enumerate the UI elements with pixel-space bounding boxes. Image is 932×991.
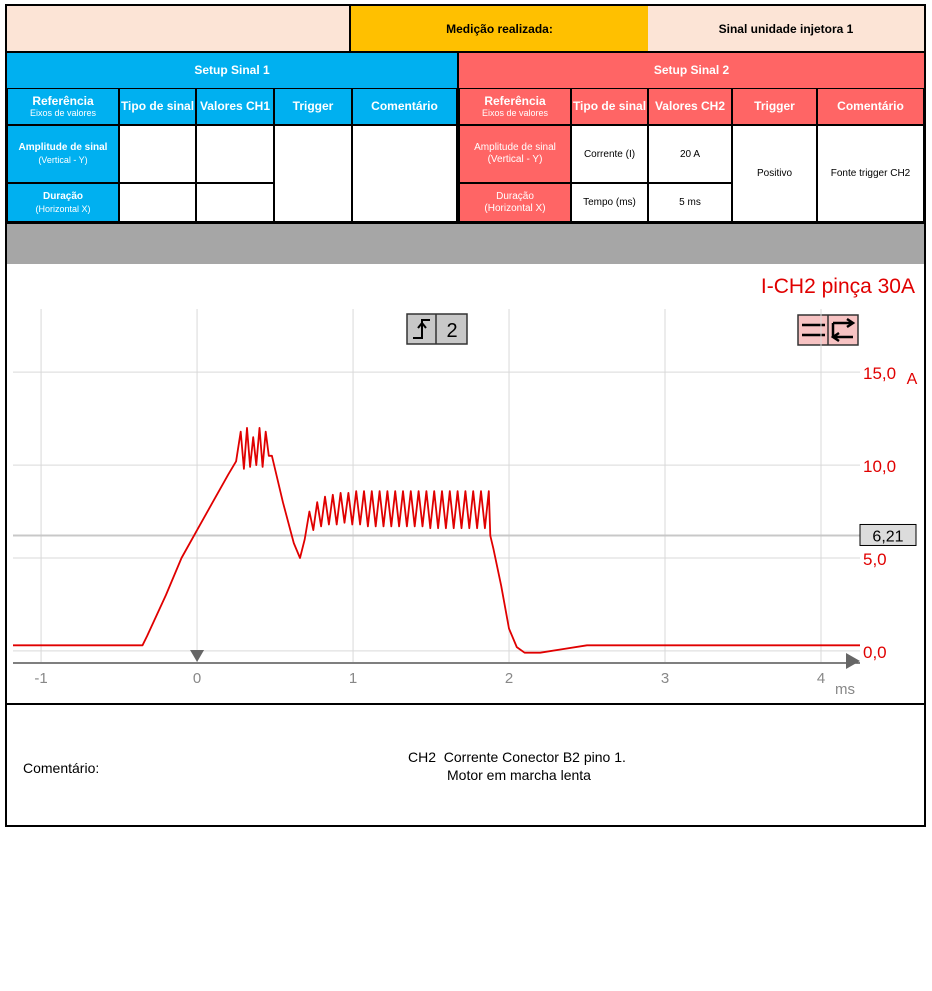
scope-toolbar-strip xyxy=(7,224,924,264)
setup2-dur-type: Tempo (ms) xyxy=(571,183,648,222)
cursor-value: 6,21 xyxy=(872,528,904,546)
setup1-dur-value xyxy=(196,183,274,222)
setup2-amp-type: Corrente (I) xyxy=(571,125,648,183)
setup2-ref-header xyxy=(459,88,571,125)
setup2-type-header: Tipo de sinal xyxy=(571,88,648,125)
trigger-channel-number: 2 xyxy=(446,320,458,342)
setup1-amp-sub: (Vertical - Y) xyxy=(38,155,88,165)
setup1-dur-sub: (Horizontal X) xyxy=(35,203,91,214)
setup2-values-header: Valores CH2 xyxy=(648,88,732,125)
setup-tables xyxy=(5,53,926,224)
setup2-amp-value: 20 A xyxy=(648,125,732,183)
setup2-comment-header: Comentário xyxy=(817,88,924,125)
setup2-amp-label xyxy=(459,125,571,183)
y-tick-label: 5,0 xyxy=(863,549,887,569)
x-tick-label: 3 xyxy=(660,670,670,687)
comment-line2: Motor em marcha lenta xyxy=(447,767,591,783)
setup2-dur-value: 5 ms xyxy=(648,183,732,222)
setup1-dur-label xyxy=(7,183,119,222)
setup2-comment-value: Fonte trigger CH2 xyxy=(817,125,924,222)
setup2-ref-sub: Eixos de valores xyxy=(481,107,549,118)
scope-panel xyxy=(5,224,926,703)
setup1-title: Setup Sinal 1 xyxy=(7,53,457,88)
setup2-dur-label xyxy=(459,183,571,222)
x-tick-label: 4 xyxy=(816,670,826,687)
x-tick-label: 1 xyxy=(348,670,358,687)
y-tick-label: 10,0 xyxy=(863,457,897,477)
cursor-readout[interactable] xyxy=(860,524,916,545)
setup1-values-header: Valores CH1 xyxy=(196,88,274,125)
x-tick-label: 0 xyxy=(192,670,202,687)
setup1-trigger-cell xyxy=(274,125,352,222)
scope-right-icons[interactable] xyxy=(798,315,858,345)
setup2-ref-label: Referência xyxy=(484,93,546,108)
setup2-dur-sub: (Horizontal X) xyxy=(484,202,546,214)
setup1-ref-header xyxy=(7,88,119,125)
x-unit-label: ms xyxy=(835,681,855,698)
setup2-dur-label-text: Duração xyxy=(496,190,534,202)
comment-label: Comentário: xyxy=(23,760,100,776)
setup1-dur-label-text: Duração xyxy=(42,190,83,202)
setup2-amp-label-text: Amplitude de sinal xyxy=(474,142,556,153)
setup1-amp-value xyxy=(196,125,274,183)
setup1-dur-type xyxy=(119,183,196,222)
top-bar-empty-cell xyxy=(7,6,351,51)
setup2-title: Setup Sinal 2 xyxy=(459,53,924,88)
setup1-comment-cell xyxy=(352,125,457,222)
setup2-amp-sub: (Vertical - Y) xyxy=(487,154,543,165)
x-tick-label: 2 xyxy=(504,670,514,687)
measurement-value: Sinal unidade injetora 1 xyxy=(648,6,924,51)
setup1-amp-label-text: Amplitude de sinal xyxy=(18,142,108,153)
measurement-label: Medição realizada: xyxy=(351,6,648,51)
setup1-ref-sub: Eixos de valores xyxy=(29,107,97,118)
channel-title: I-CH2 pinça 30A xyxy=(760,275,915,298)
y-unit-label: A xyxy=(906,371,918,388)
x-tick-label: -1 xyxy=(34,670,48,687)
trigger-indicator[interactable] xyxy=(407,314,467,344)
top-bar xyxy=(5,4,926,53)
y-tick-label: 0,0 xyxy=(863,642,887,662)
setup1-amp-type xyxy=(119,125,196,183)
comment-line1: CH2 Corrente Conector B2 pino 1. xyxy=(408,749,626,765)
y-tick-label: 15,0 xyxy=(863,364,897,384)
setup2-trigger-header: Trigger xyxy=(732,88,817,125)
setup1-amp-label xyxy=(7,125,119,183)
setup2-trigger-value: Positivo xyxy=(732,125,817,222)
setup1-type-header: Tipo de sinal xyxy=(119,88,196,125)
setup1-comment-header: Comentário xyxy=(352,88,457,125)
scope-chart xyxy=(7,264,924,703)
setup1-trigger-header: Trigger xyxy=(274,88,352,125)
comment-section xyxy=(5,703,926,827)
setup1-ref-label: Referência xyxy=(32,93,94,108)
